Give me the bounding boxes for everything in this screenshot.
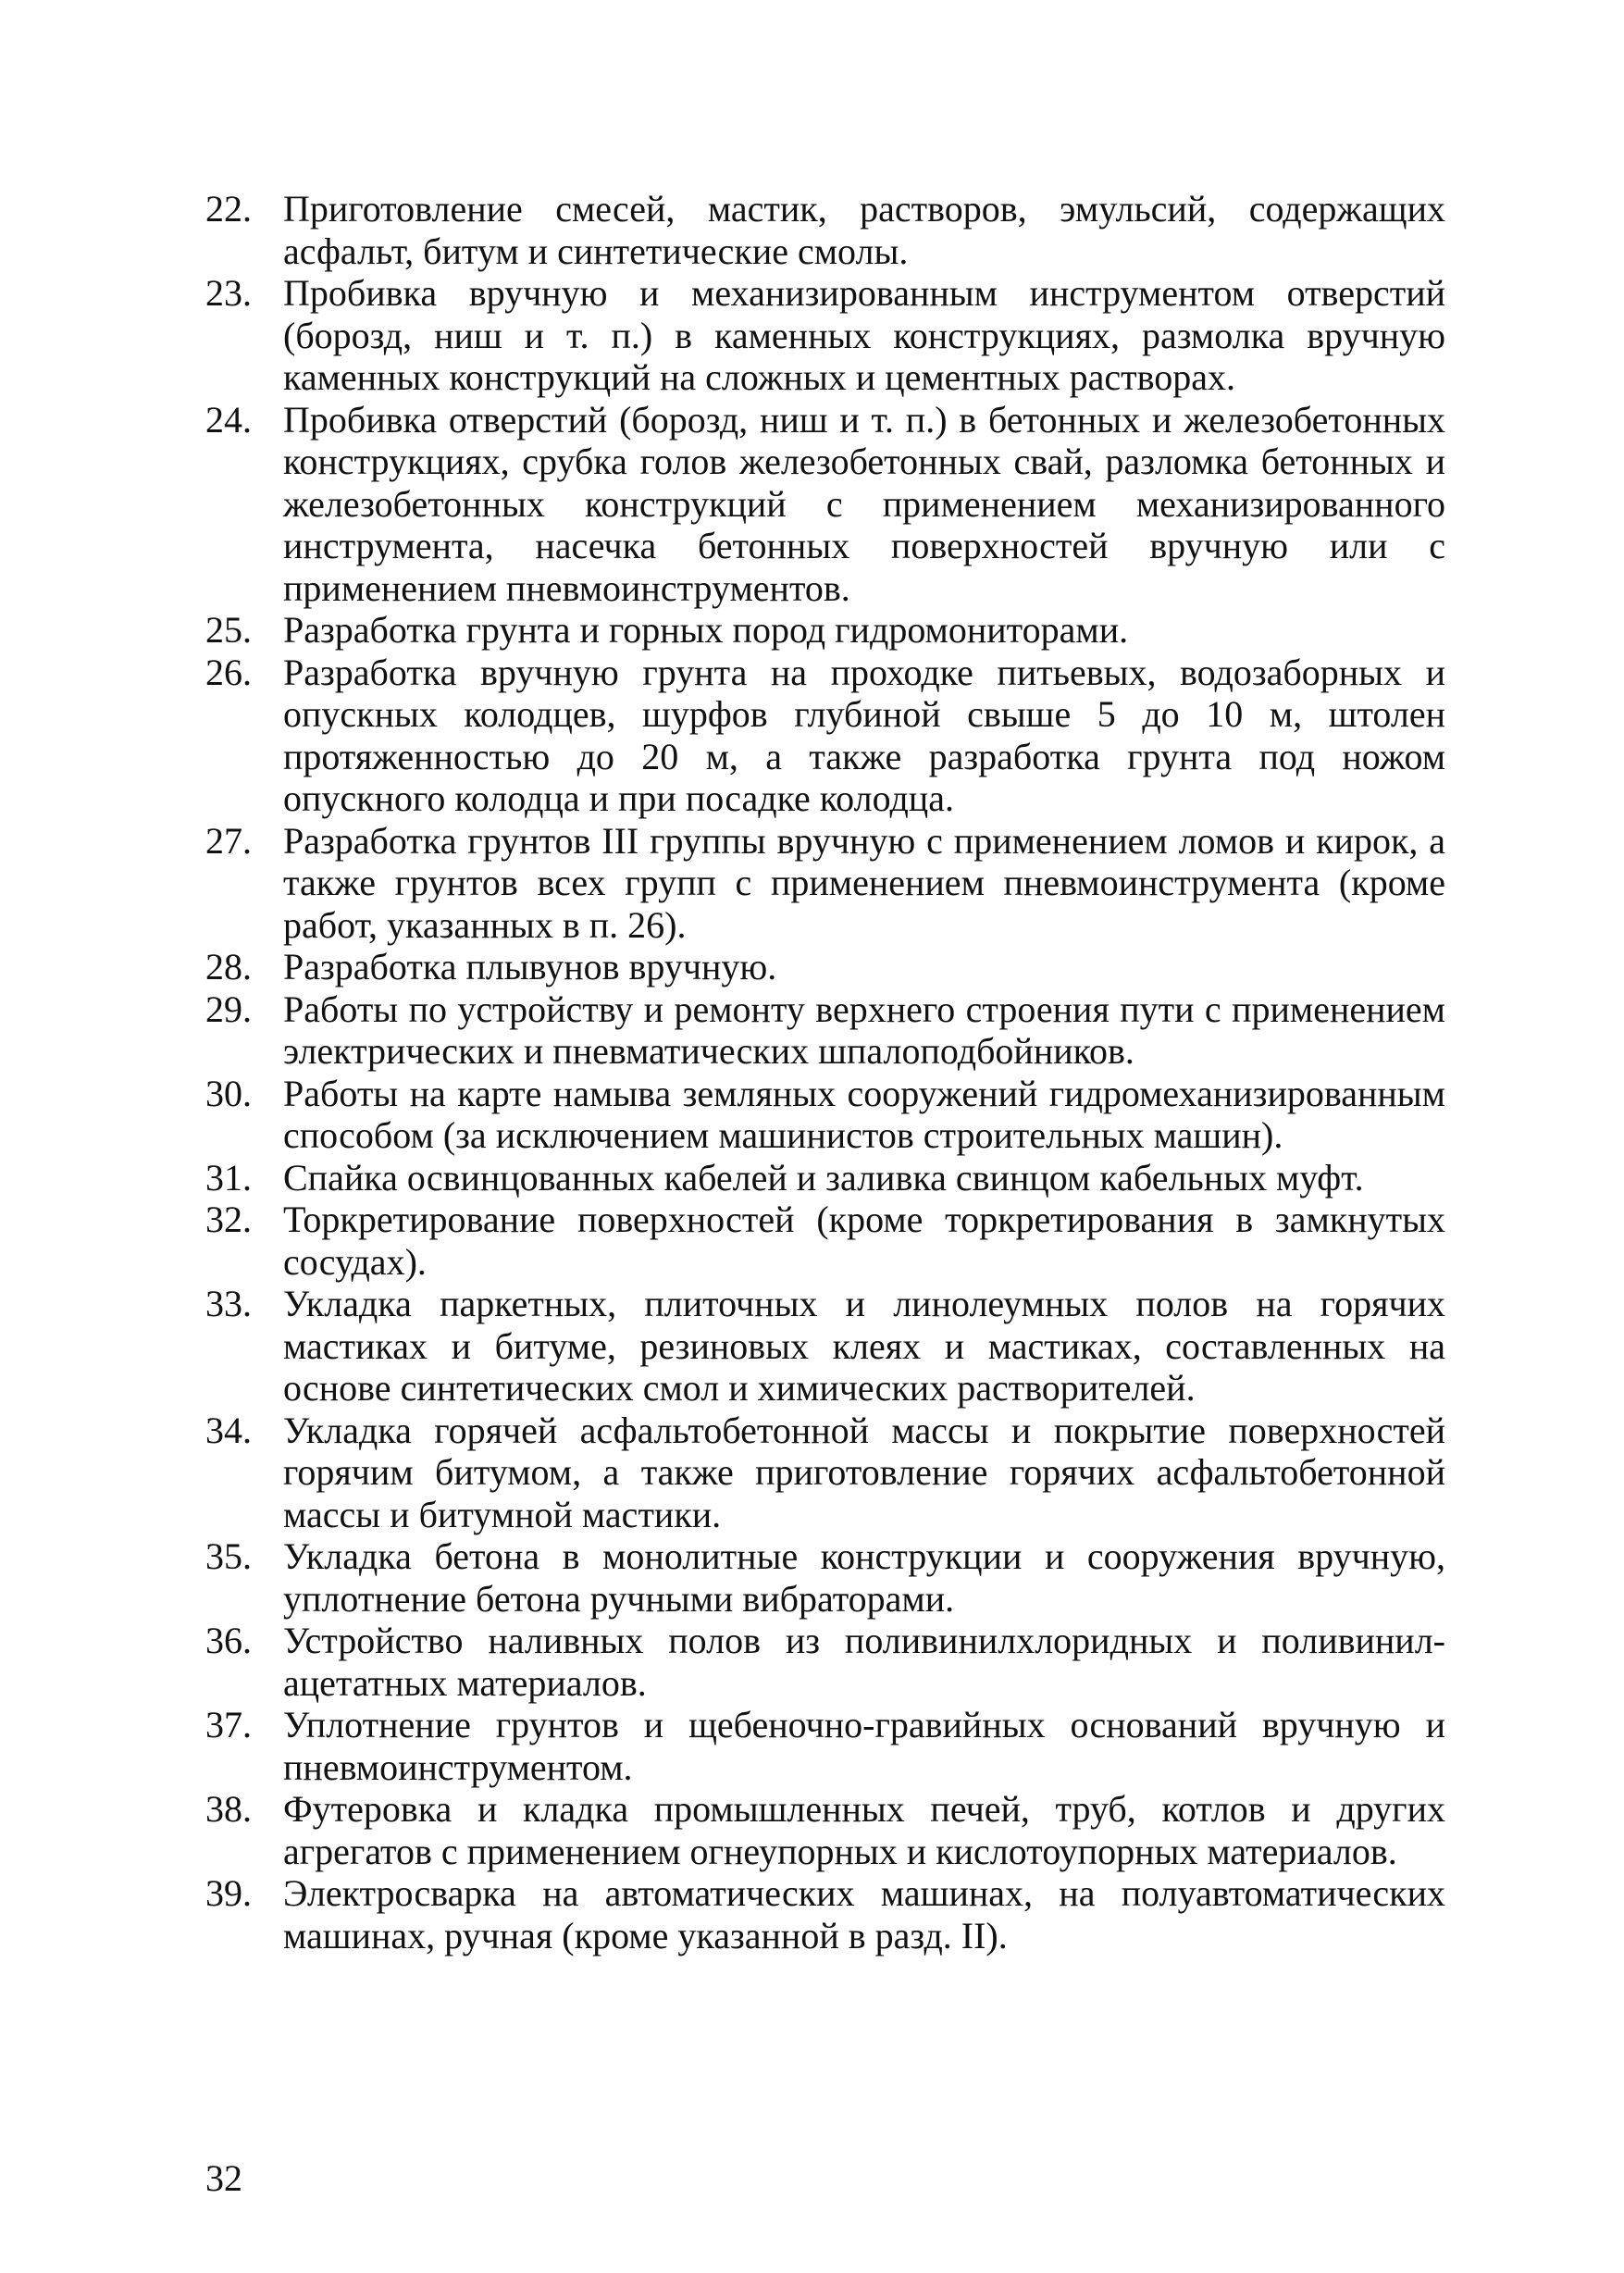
item-number: 38. <box>205 1788 252 1830</box>
list-item <box>205 1620 1445 1704</box>
list-item <box>205 188 1445 272</box>
item-number: 35. <box>205 1535 252 1577</box>
list-item <box>205 820 1445 947</box>
item-number: 28. <box>205 946 252 987</box>
item-text: Укладка горячей асфальтобетонной массы и покрытие поверхностей горячим битумом, а также приготовление горячих асфальтобетонной массы и битумной мастики. <box>283 1409 1445 1535</box>
item-number: 37. <box>205 1704 252 1745</box>
item-text: Уплотнение грунтов и щебеночно-гравийных оснований вручную и пневмоинструментом. <box>283 1704 1445 1788</box>
item-text: Разработка вручную грунта на проходке питьевых, водозаборных и опускных колодцев, шурфов глубиной свыше 5 до 10 м, штолен протяженностью до 20 м, а также разработка грунта под ножом опускного колодца и при посадке колодца. <box>283 651 1445 819</box>
list-item <box>205 1535 1445 1620</box>
item-text: Укладка паркетных, плиточных и линолеумных полов на горячих мастиках и битуме, резиновых клеях и мастиках, составленных на основе синтетических смол и химических растворителей. <box>283 1283 1445 1409</box>
item-text: Работы на карте намыва земляных сооружений гидромеханизированным способом (за исключением машинистов строительных машин). <box>283 1072 1445 1156</box>
item-number: 31. <box>205 1156 252 1199</box>
item-text: Разработка грунтов III группы вручную с применением ломов и кирок, а также грунтов всех групп с применением пневмоинструмента (кроме работ, указанных в п. 26). <box>283 819 1445 946</box>
list-item <box>205 988 1445 1073</box>
page-number: 32 <box>205 2157 242 2199</box>
item-text: Приготовление смесей, мастик, растворов, эмульсий, содержащих асфальт, битум и синтетические смолы. <box>283 188 1445 272</box>
item-number: 22. <box>205 188 252 230</box>
item-text: Футеровка и кладка промышленных печей, труб, котлов и других агрегатов с применением огнеупорных и кислотоупорных материалов. <box>283 1788 1445 1872</box>
item-text: Разработка плывунов вручную. <box>283 946 777 987</box>
item-number: 29. <box>205 987 252 1030</box>
item-text: Электросварка на автоматических машинах, на полуавтоматических машинах, ручная (кроме указанной в разд. II). <box>283 1872 1445 1956</box>
item-number: 33. <box>205 1283 252 1324</box>
item-number: 25. <box>205 609 252 651</box>
item-text: Торкретирование поверхностей (кроме торкретирования в замкнутых сосудах). <box>283 1199 1445 1283</box>
item-text: Укладка бетона в монолитные конструкции и сооружения вручную, уплотнение бетона ручными вибраторами. <box>283 1535 1445 1620</box>
list-item <box>205 1157 1445 1199</box>
numbered-list <box>205 188 1445 1956</box>
item-text: Спайка освинцованных кабелей и заливка свинцом кабельных муфт. <box>283 1156 1364 1199</box>
list-item <box>205 1199 1445 1283</box>
list-item <box>205 652 1445 820</box>
list-item <box>205 1410 1445 1536</box>
item-number: 23. <box>205 272 252 314</box>
item-number: 24. <box>205 398 252 441</box>
item-text: Пробивка отверстий (борозд, ниш и т. п.) в бетонных и железобетонных конструкциях, срубка голов железобетонных свай, разломка бетонных и железобетонных конструкций с применением механизированного инструмента, насечка бетонных поверхностей вручную или с применением пневмоинструментов. <box>283 398 1445 609</box>
list-item <box>205 1704 1445 1788</box>
item-number: 26. <box>205 651 252 693</box>
list-item <box>205 1283 1445 1410</box>
item-number: 39. <box>205 1872 252 1914</box>
item-text: Разработка грунта и горных пород гидромониторами. <box>283 609 1129 651</box>
list-item <box>205 1788 1445 1872</box>
item-text: Работы по устройству и ремонту верхнего строения пути с применением электрических и пневматических шпалоподбойников. <box>283 987 1445 1072</box>
item-number: 27. <box>205 819 252 862</box>
item-text: Пробивка вручную и механизированным инструментом отверстий (борозд, ниш и т. п.) в каменных конструкциях, размолка вручную каменных конструкций на сложных и цементных растворах. <box>283 272 1445 398</box>
list-item <box>205 609 1445 652</box>
list-item <box>205 946 1445 988</box>
list-item <box>205 1073 1445 1157</box>
list-item <box>205 272 1445 399</box>
list-item <box>205 1872 1445 1956</box>
item-number: 34. <box>205 1409 252 1451</box>
item-number: 32. <box>205 1199 252 1240</box>
item-number: 30. <box>205 1072 252 1114</box>
list-item <box>205 399 1445 610</box>
item-text: Устройство наливных полов из поливинилхлоридных и поливинилацетатных материалов. <box>283 1620 1445 1704</box>
item-number: 36. <box>205 1620 252 1661</box>
